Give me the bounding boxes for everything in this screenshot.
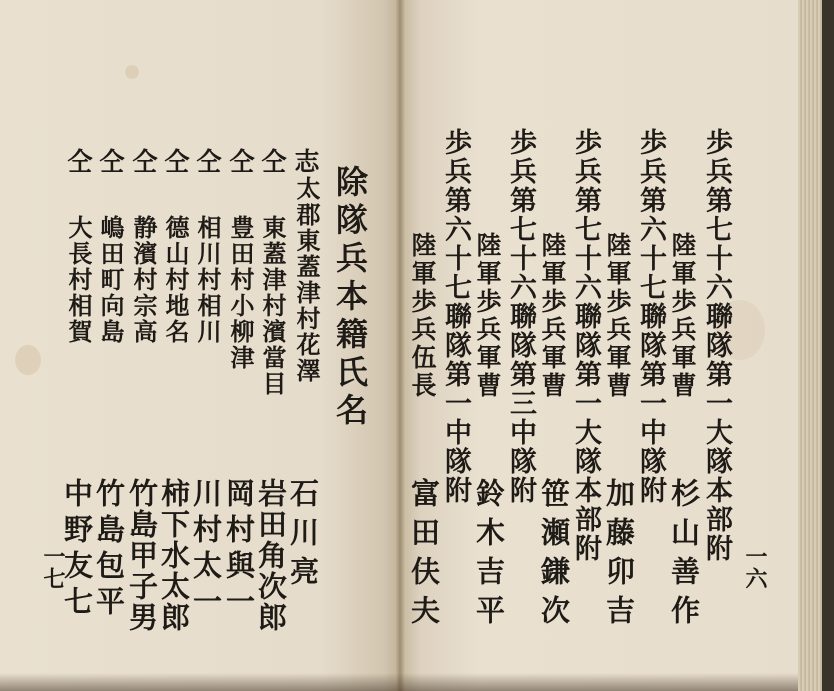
left-entry-3-address: 豊田村小柳津 xyxy=(226,215,255,371)
left-entry-7-address: 嶋田町向島 xyxy=(96,215,125,345)
left-entry-5-name: 柿下水太郎 xyxy=(157,478,191,633)
left-entry-5-address: 德山村地名 xyxy=(161,215,190,345)
left-entry-8-name: 中野友七 xyxy=(60,478,94,622)
book-gutter xyxy=(395,0,405,691)
right-entry-5-unit: 歩兵第六十七聯隊第一中隊附 xyxy=(440,128,471,505)
right-entry-4-unit: 歩兵第七十六聯隊第三中隊附 xyxy=(505,128,536,505)
right-entry-5-name: 富田伕夫 xyxy=(407,478,441,634)
left-entry-2-name: 岩田角次郎 xyxy=(254,478,288,633)
left-entry-8-address: 大長村相賀 xyxy=(64,215,93,345)
right-entry-2-name: 加藤卯吉 xyxy=(602,478,636,634)
right-entry-2-rank: 陸軍歩兵軍曹 xyxy=(603,232,632,400)
left-entry-5-prefix: 仝 xyxy=(161,148,190,173)
left-entry-4-name: 川村太一 xyxy=(189,478,223,622)
page-stack-edge xyxy=(798,0,834,691)
left-entry-6-prefix: 仝 xyxy=(129,148,158,173)
left-entry-8-prefix: 仝 xyxy=(64,148,93,173)
left-entry-2-prefix: 仝 xyxy=(258,148,287,173)
right-entry-5-rank: 陸軍歩兵伍長 xyxy=(408,232,437,400)
left-entry-1-address: 太郡東蓋津村花澤 xyxy=(292,176,321,384)
left-entry-7-prefix: 仝 xyxy=(96,148,125,173)
right-entry-3-name: 笹瀬鎌次 xyxy=(537,478,571,634)
left-entry-6-name: 竹島甲子男 xyxy=(125,478,159,633)
left-entry-3-name: 岡村與一 xyxy=(222,478,256,622)
right-entry-3-rank: 陸軍歩兵軍曹 xyxy=(538,232,567,400)
left-entry-3-prefix: 仝 xyxy=(226,148,255,173)
left-entry-6-address: 静濱村宗高 xyxy=(129,215,158,345)
left-entry-4-address: 相川村相川 xyxy=(193,215,222,345)
right-entry-4-rank: 陸軍歩兵軍曹 xyxy=(473,232,502,400)
right-entry-2-unit: 歩兵第六十七聯隊第一中隊附 xyxy=(635,128,666,505)
left-entry-7-name: 竹島包平 xyxy=(92,478,126,622)
right-entry-1-name: 杉山善作 xyxy=(667,478,701,634)
left-entry-4-prefix: 仝 xyxy=(193,148,222,173)
right-entry-1-unit: 歩兵第七十六聯隊第一大隊本部附 xyxy=(701,128,732,563)
right-entry-3-unit: 歩兵第七十六聯隊第一大隊本部附 xyxy=(570,128,601,563)
list-heading: 除隊兵本籍氏名 xyxy=(331,165,369,431)
right-page-number: 一六 xyxy=(742,545,768,589)
right-entry-1-rank: 陸軍歩兵軍曹 xyxy=(668,232,697,400)
left-entry-2-address: 東蓋津村濱當目 xyxy=(258,215,287,397)
left-entry-1-prefix: 志 xyxy=(291,148,320,173)
right-entry-4-name: 鈴木吉平 xyxy=(472,478,506,634)
left-entry-1-name: 石川亮 xyxy=(286,478,320,595)
left-page-number: 一七 xyxy=(40,545,66,589)
